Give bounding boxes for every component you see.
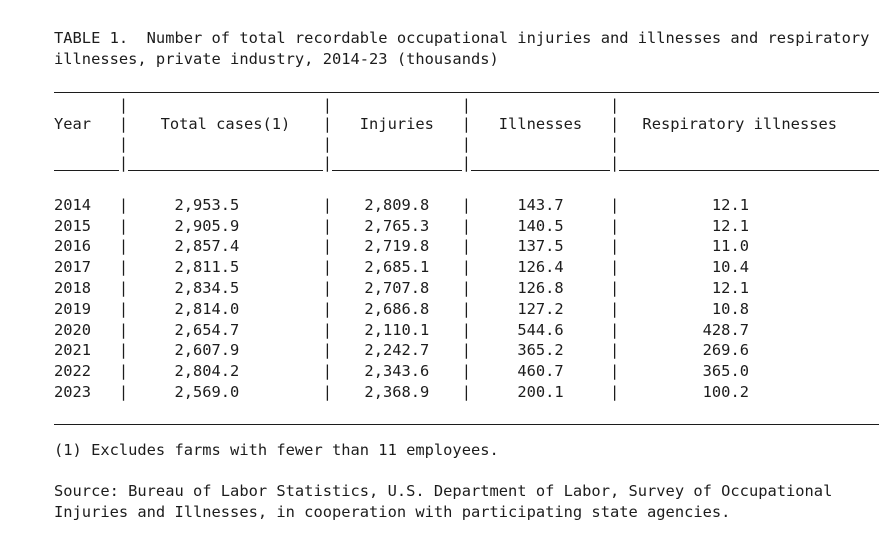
column-separator: [610, 114, 619, 135]
column-separator: [323, 96, 332, 114]
underline-segment: [619, 153, 878, 174]
column-separator: [119, 320, 128, 341]
injuries-cell: 2,685.1: [364, 258, 430, 277]
year-cell: 2021: [54, 341, 92, 360]
column-separator: [323, 257, 332, 278]
table-row: [54, 216, 887, 237]
respiratory-illnesses-cell: 428.7: [702, 320, 749, 339]
column-separator: [119, 236, 128, 257]
column-separator: [610, 135, 619, 153]
underline-segment: [128, 153, 323, 174]
illnesses-cell: 126.8: [517, 278, 564, 297]
empty-cell: [471, 135, 610, 153]
column-separator: [462, 361, 471, 382]
column-separator: [323, 382, 332, 403]
column-separator: [323, 361, 332, 382]
column-separator: [610, 216, 619, 237]
respiratory-illnesses-cell: 12.1: [711, 216, 749, 235]
column-separator: [610, 340, 619, 361]
top-rule: [54, 76, 879, 97]
empty-cell: [619, 96, 878, 114]
column-separator: [323, 278, 332, 299]
empty-cell: [332, 96, 462, 114]
empty-cell: [332, 135, 462, 153]
column-header-total-cases: Total cases(1): [160, 115, 291, 134]
total-cases-cell: 2,814.0: [174, 299, 240, 318]
injuries-cell: 2,765.3: [364, 216, 430, 235]
illnesses-cell: 460.7: [517, 362, 564, 381]
year-cell: 2016: [54, 237, 92, 256]
year-cell: 2019: [54, 299, 92, 318]
column-separator: [610, 361, 619, 382]
illnesses-cell: 365.2: [517, 341, 564, 360]
column-separator: [323, 236, 332, 257]
injuries-cell: 2,368.9: [364, 382, 430, 401]
bottom-rule: [54, 407, 879, 428]
column-separator: [323, 195, 332, 216]
column-separator: [462, 382, 471, 403]
year-cell: 2023: [54, 382, 92, 401]
total-cases-cell: 2,804.2: [174, 362, 240, 381]
respiratory-illnesses-cell: 11.0: [711, 237, 749, 256]
total-cases-cell: 2,654.7: [174, 320, 240, 339]
table-row: [54, 299, 887, 320]
empty-cell: [619, 135, 878, 153]
column-separator: [119, 257, 128, 278]
total-cases-cell: 2,569.0: [174, 382, 240, 401]
column-separator: [323, 114, 332, 135]
injuries-cell: 2,242.7: [364, 341, 430, 360]
illnesses-cell: 140.5: [517, 216, 564, 235]
column-header-year: Year: [54, 115, 92, 134]
column-separator: [462, 135, 471, 153]
underline-segment: [54, 153, 119, 174]
year-cell: 2014: [54, 195, 92, 214]
column-separator: [462, 236, 471, 257]
column-separator: [610, 96, 619, 114]
injuries-cell: 2,686.8: [364, 299, 430, 318]
table-title: TABLE 1. Number of total recordable occupational injuries and illnesses and respiratory illnesses, private industry, 2014-23 (thousands): [54, 29, 879, 68]
column-separator: [119, 382, 128, 403]
column-header-respiratory-illnesses: Respiratory illnesses: [642, 115, 838, 134]
column-separator: [323, 299, 332, 320]
table-row: [54, 382, 887, 403]
column-separator: [119, 278, 128, 299]
total-cases-cell: 2,834.5: [174, 278, 240, 297]
total-cases-cell: 2,607.9: [174, 341, 240, 360]
column-separator: [610, 382, 619, 403]
illnesses-cell: 126.4: [517, 258, 564, 277]
table-row: [54, 195, 887, 216]
column-separator: [323, 340, 332, 361]
column-separator: [119, 135, 128, 153]
empty-cell: [128, 96, 323, 114]
header-spacer-row: [54, 96, 887, 114]
column-separator: [119, 216, 128, 237]
column-separator: [323, 320, 332, 341]
total-cases-cell: 2,953.5: [174, 195, 240, 214]
injuries-cell: 2,719.8: [364, 237, 430, 256]
injuries-cell: 2,343.6: [364, 362, 430, 381]
column-separator: [119, 195, 128, 216]
empty-cell: [128, 135, 323, 153]
column-separator: [119, 340, 128, 361]
illnesses-cell: 544.6: [517, 320, 564, 339]
column-separator: [610, 299, 619, 320]
total-cases-cell: 2,905.9: [174, 216, 240, 235]
table-row: [54, 278, 887, 299]
empty-cell: [471, 96, 610, 114]
header-spacer-row: [54, 135, 887, 153]
empty-cell: [54, 96, 119, 114]
respiratory-illnesses-cell: 10.8: [711, 299, 749, 318]
column-separator: [119, 153, 128, 174]
column-separator: [462, 257, 471, 278]
respiratory-illnesses-cell: 269.6: [702, 341, 749, 360]
column-separator: [462, 195, 471, 216]
header-underline-row: [54, 153, 887, 174]
column-header-illnesses: Illnesses: [498, 115, 583, 134]
year-cell: 2022: [54, 362, 92, 381]
illnesses-cell: 200.1: [517, 382, 564, 401]
table-row: [54, 236, 887, 257]
respiratory-illnesses-cell: 100.2: [702, 382, 749, 401]
illnesses-cell: 137.5: [517, 237, 564, 256]
year-cell: 2017: [54, 258, 92, 277]
table-header-row: [54, 114, 887, 135]
column-separator: [462, 340, 471, 361]
column-separator: [119, 114, 128, 135]
underline-segment: [471, 153, 610, 174]
respiratory-illnesses-cell: 10.4: [711, 258, 749, 277]
column-separator: [323, 135, 332, 153]
year-cell: 2015: [54, 216, 92, 235]
column-separator: [610, 195, 619, 216]
year-cell: 2018: [54, 278, 92, 297]
column-separator: [462, 96, 471, 114]
footnote: (1) Excludes farms with fewer than 11 employees.: [54, 440, 499, 459]
column-separator: [610, 278, 619, 299]
table-row: [54, 257, 887, 278]
column-separator: [610, 320, 619, 341]
table-row: [54, 340, 887, 361]
column-separator: [610, 153, 619, 174]
respiratory-illnesses-cell: 365.0: [702, 362, 749, 381]
total-cases-cell: 2,857.4: [174, 237, 240, 256]
table-body: [54, 195, 887, 403]
empty-cell: [54, 135, 119, 153]
column-separator: [610, 236, 619, 257]
column-separator: [610, 257, 619, 278]
respiratory-illnesses-cell: 12.1: [711, 195, 749, 214]
column-separator: [462, 299, 471, 320]
table-row: [54, 361, 887, 382]
column-separator: [119, 96, 128, 114]
column-separator: [462, 320, 471, 341]
injuries-cell: 2,110.1: [364, 320, 430, 339]
column-separator: [462, 216, 471, 237]
column-separator: [323, 153, 332, 174]
column-separator: [119, 299, 128, 320]
column-separator: [462, 153, 471, 174]
column-separator: [323, 216, 332, 237]
blank-line: [54, 460, 887, 481]
column-separator: [462, 278, 471, 299]
respiratory-illnesses-cell: 12.1: [711, 278, 749, 297]
year-cell: 2020: [54, 320, 92, 339]
table-row: [54, 320, 887, 341]
source-note: Source: Bureau of Labor Statistics, U.S. Department of Labor, Survey of Occupational Injuries and Illnesses, in cooperation with participating state agencies.: [54, 482, 842, 521]
total-cases-cell: 2,811.5: [174, 258, 240, 277]
injuries-cell: 2,809.8: [364, 195, 430, 214]
blank-line: [54, 174, 887, 195]
column-header-injuries: Injuries: [359, 115, 434, 134]
underline-segment: [332, 153, 462, 174]
illnesses-cell: 127.2: [517, 299, 564, 318]
injuries-cell: 2,707.8: [364, 278, 430, 297]
column-separator: [462, 114, 471, 135]
column-separator: [119, 361, 128, 382]
illnesses-cell: 143.7: [517, 195, 564, 214]
